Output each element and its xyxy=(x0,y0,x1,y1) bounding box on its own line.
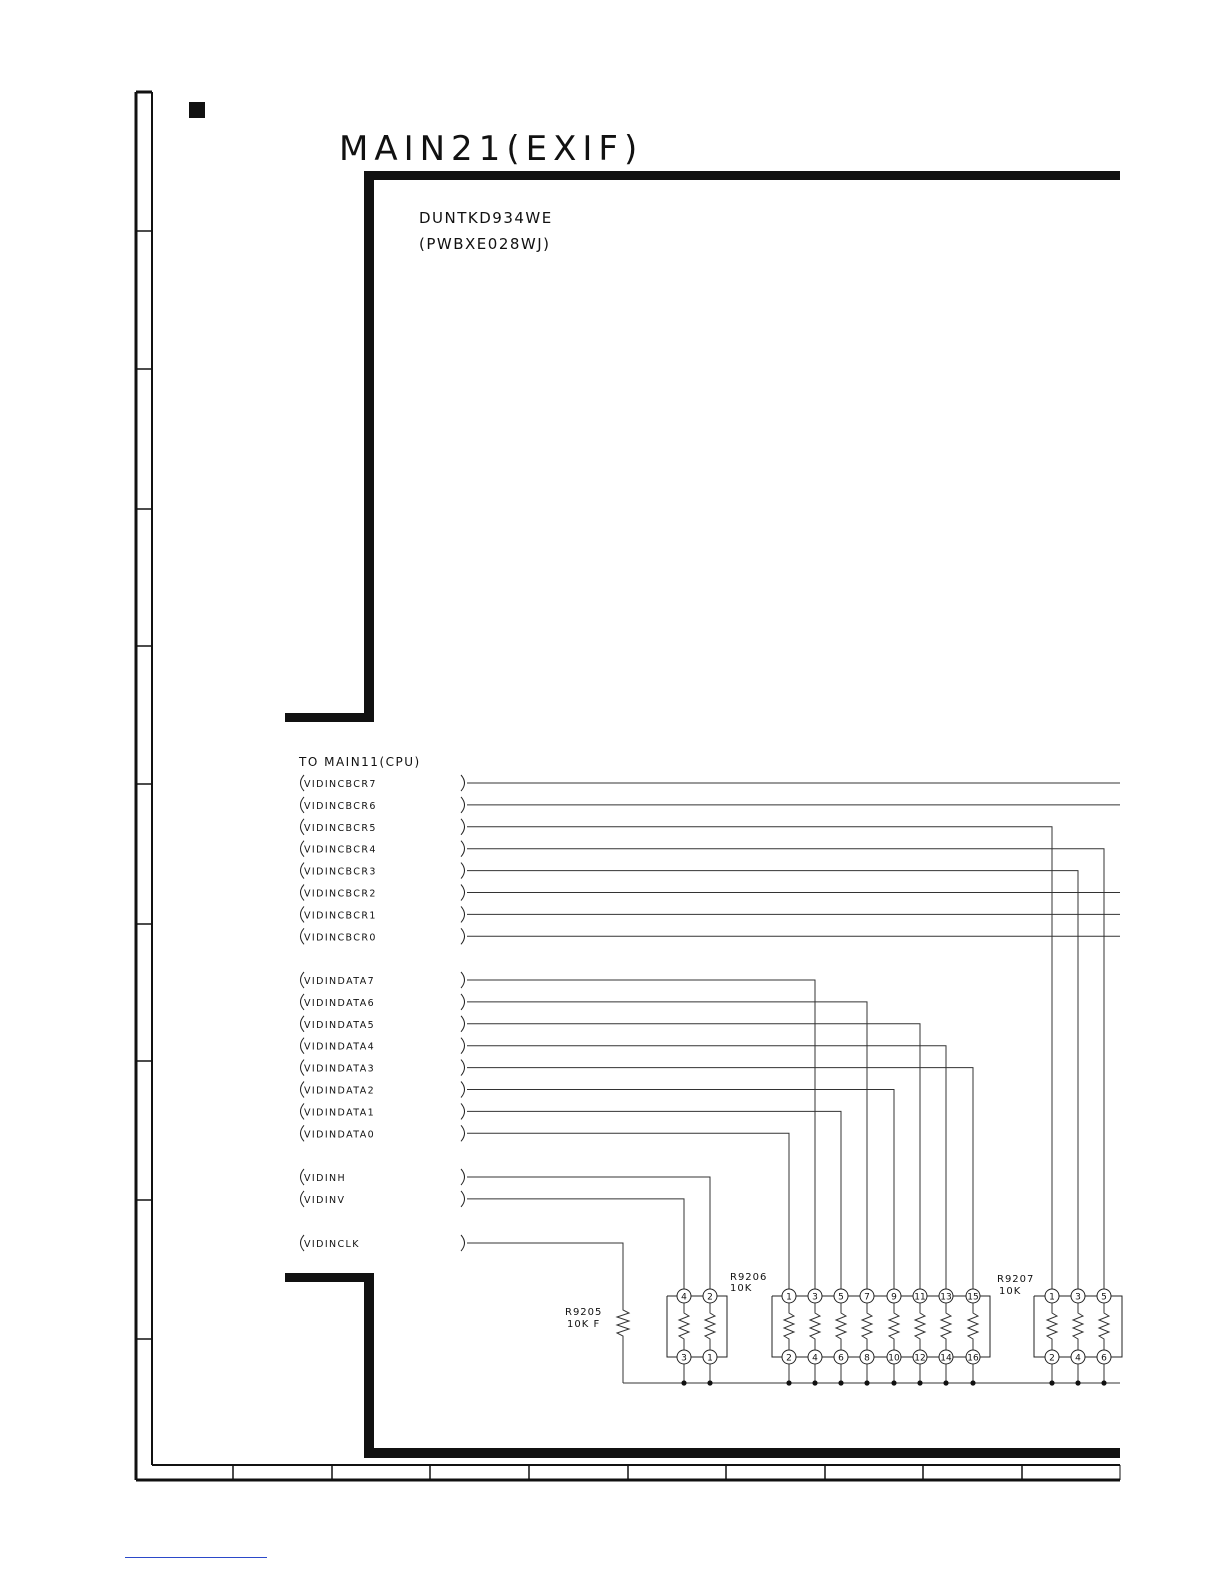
signal-label xyxy=(301,863,465,879)
label-close-bracket xyxy=(461,819,465,835)
label-close-bracket xyxy=(461,885,465,901)
pin-number: 3 xyxy=(1075,1292,1081,1303)
net-wire xyxy=(467,1046,946,1289)
resistor-zigzag xyxy=(968,1303,978,1350)
net-wire xyxy=(467,1024,920,1289)
junction-dot xyxy=(943,1380,948,1385)
signal-label xyxy=(301,775,465,791)
resistor-zigzag xyxy=(862,1303,872,1350)
pin-number: 2 xyxy=(1049,1353,1055,1364)
signal-label xyxy=(301,972,465,988)
pin-number: 8 xyxy=(864,1353,870,1364)
resistor-zigzag xyxy=(784,1303,794,1350)
signal-name: VIDINCBCR5 xyxy=(304,822,377,834)
array-frame xyxy=(796,1296,808,1357)
label-close-bracket xyxy=(461,928,465,944)
junction-dot xyxy=(970,1380,975,1385)
signal-name: VIDINH xyxy=(304,1173,347,1184)
footer-rule xyxy=(125,1557,267,1558)
connector-caption: TO MAIN11(CPU) xyxy=(299,755,421,769)
signal-name: VIDINDATA6 xyxy=(304,997,376,1009)
junction-dot xyxy=(1075,1380,1080,1385)
array-frame xyxy=(1085,1296,1097,1357)
array-frame xyxy=(980,1296,990,1357)
r9207-ref: R9207 xyxy=(997,1274,1035,1285)
pin-number: 1 xyxy=(707,1353,713,1364)
label-close-bracket xyxy=(461,906,465,922)
resistor-r9205 xyxy=(565,1303,629,1383)
pwb-code: (PWBXE028WJ) xyxy=(419,235,551,253)
resistor-zigzag xyxy=(915,1303,925,1350)
r9205-ref: R9205 xyxy=(565,1307,603,1318)
signal-label xyxy=(301,1060,465,1076)
resistor-array-r9206 xyxy=(667,1272,767,1383)
pin-number: 3 xyxy=(812,1292,818,1303)
signal-label xyxy=(301,1125,465,1141)
sheet-frame xyxy=(136,92,1120,1480)
pin-number: 5 xyxy=(1101,1292,1107,1303)
sheet-title: MAIN21(EXIF) xyxy=(339,129,644,169)
signal-name: VIDINCBCR6 xyxy=(304,800,377,812)
signal-label xyxy=(301,841,465,857)
signal-label xyxy=(301,1103,465,1119)
pin-number: 6 xyxy=(1101,1353,1107,1364)
pin-number: 4 xyxy=(812,1353,818,1364)
net-wire xyxy=(467,827,1052,1289)
label-close-bracket xyxy=(461,1191,465,1207)
pin-number: 14 xyxy=(940,1353,952,1364)
pin-number: 7 xyxy=(864,1292,870,1303)
array-frame xyxy=(691,1296,703,1357)
signal-name: VIDINCBCR3 xyxy=(304,866,377,878)
label-close-bracket xyxy=(461,841,465,857)
signal-label xyxy=(301,928,465,944)
array-frame xyxy=(1111,1296,1122,1357)
junction-dot xyxy=(891,1380,896,1385)
pin-number: 6 xyxy=(838,1353,844,1364)
signal-name: VIDINCBCR0 xyxy=(304,932,377,944)
pin-number: 4 xyxy=(1075,1353,1081,1364)
net-wire xyxy=(467,1243,623,1303)
junction-dot xyxy=(838,1380,843,1385)
pin-number: 10 xyxy=(888,1353,900,1364)
signal-label xyxy=(301,1169,465,1185)
resistor-zigzag xyxy=(617,1303,629,1383)
array-frame xyxy=(667,1296,677,1357)
signal-label xyxy=(301,1038,465,1054)
resistor-array-r9207 xyxy=(997,1274,1122,1383)
resistor-zigzag xyxy=(705,1303,715,1350)
signal-label xyxy=(301,1235,465,1251)
junction-dot xyxy=(1049,1380,1054,1385)
signal-name: VIDINDATA2 xyxy=(304,1085,376,1097)
pin-number: 2 xyxy=(786,1353,792,1364)
signal-name: VIDINCLK xyxy=(304,1239,360,1250)
label-close-bracket xyxy=(461,972,465,988)
label-close-bracket xyxy=(461,1169,465,1185)
array-frame xyxy=(717,1296,727,1357)
signal-name: VIDINCBCR1 xyxy=(304,910,377,922)
pin-number: 11 xyxy=(914,1292,926,1303)
pcb-outline xyxy=(285,171,1120,1458)
label-close-bracket xyxy=(461,1103,465,1119)
signal-label xyxy=(301,1016,465,1032)
resistor-zigzag xyxy=(1073,1303,1083,1350)
label-close-bracket xyxy=(461,1082,465,1098)
r9207-value: 10K xyxy=(999,1286,1022,1297)
pin-number: 3 xyxy=(681,1353,687,1364)
signal-name: VIDINDATA1 xyxy=(304,1107,376,1119)
signal-name: VIDINCBCR2 xyxy=(304,888,377,900)
pin-number: 15 xyxy=(967,1292,979,1303)
signal-label xyxy=(301,994,465,1010)
net-wire xyxy=(467,1133,789,1289)
signal-label xyxy=(301,1191,465,1207)
label-close-bracket xyxy=(461,994,465,1010)
array-frame xyxy=(1034,1296,1045,1357)
junction-dot xyxy=(1101,1380,1106,1385)
zone-ticks-bottom xyxy=(233,1465,1022,1480)
array-frame xyxy=(822,1296,834,1357)
signal-name: VIDINDATA5 xyxy=(304,1019,376,1031)
label-close-bracket xyxy=(461,775,465,791)
pin-number: 1 xyxy=(786,1292,792,1303)
section-bullet-icon xyxy=(189,102,205,118)
r9205-value: 10K F xyxy=(567,1319,601,1330)
signal-name: VIDINDATA4 xyxy=(304,1041,376,1053)
resistor-zigzag xyxy=(889,1303,899,1350)
resistor-zigzag xyxy=(836,1303,846,1350)
signal-name: VIDINCBCR7 xyxy=(304,779,377,790)
net-wire xyxy=(467,1111,841,1289)
label-close-bracket xyxy=(461,1016,465,1032)
resistor-zigzag xyxy=(679,1303,689,1350)
array-frame xyxy=(1059,1296,1071,1357)
label-close-bracket xyxy=(461,1060,465,1076)
net-wire xyxy=(467,1199,684,1289)
label-close-bracket xyxy=(461,863,465,879)
array-frame xyxy=(874,1296,887,1357)
pin-number: 13 xyxy=(940,1292,952,1303)
label-close-bracket xyxy=(461,1235,465,1251)
resistor-array-r9208 xyxy=(772,1289,990,1383)
label-close-bracket xyxy=(461,1125,465,1141)
junction-dot xyxy=(786,1380,791,1385)
pin-number: 4 xyxy=(681,1292,687,1303)
junction-dot xyxy=(681,1380,686,1385)
net-wire xyxy=(467,1068,973,1289)
label-close-bracket xyxy=(461,797,465,813)
signal-name: VIDINCBCR4 xyxy=(304,844,377,856)
junction-dot xyxy=(864,1380,869,1385)
resistor-zigzag xyxy=(810,1303,820,1350)
r9206-ref: R9206 xyxy=(730,1272,768,1283)
signal-name: VIDINDATA0 xyxy=(304,1129,376,1141)
signal-label xyxy=(301,885,465,901)
net-wire xyxy=(467,1090,894,1290)
pin-number: 9 xyxy=(891,1292,897,1303)
array-frame xyxy=(848,1296,860,1357)
array-frame xyxy=(901,1296,913,1357)
resistor-zigzag xyxy=(1047,1303,1057,1350)
net-wire xyxy=(467,871,1078,1289)
signal-name: VIDINDATA3 xyxy=(304,1063,376,1075)
array-frame xyxy=(927,1296,939,1357)
pin-number: 12 xyxy=(914,1353,926,1364)
signal-labels xyxy=(301,775,465,1251)
signal-label xyxy=(301,819,465,835)
junction-dot xyxy=(812,1380,817,1385)
signal-name: VIDINV xyxy=(304,1194,346,1206)
net-wire xyxy=(467,1177,710,1289)
resistor-zigzag xyxy=(941,1303,951,1350)
junction-dot xyxy=(917,1380,922,1385)
label-close-bracket xyxy=(461,1038,465,1054)
wires xyxy=(467,783,1120,1303)
zone-ticks-left xyxy=(136,231,152,1339)
signal-label xyxy=(301,797,465,813)
unit-code: DUNTKD934WE xyxy=(419,209,553,227)
signal-name: VIDINDATA7 xyxy=(304,976,376,987)
resistor-zigzag xyxy=(1099,1303,1109,1350)
pin-number: 1 xyxy=(1049,1292,1055,1303)
pin-number: 5 xyxy=(838,1292,844,1303)
ground-bus xyxy=(623,1380,1120,1385)
junction-dot xyxy=(707,1380,712,1385)
net-wire xyxy=(467,1002,867,1289)
r9206-value: 10K xyxy=(730,1283,753,1294)
array-frame xyxy=(953,1296,966,1357)
signal-label xyxy=(301,906,465,922)
signal-label xyxy=(301,1082,465,1098)
array-frame xyxy=(772,1296,782,1357)
pin-number: 16 xyxy=(967,1353,979,1364)
pin-number: 2 xyxy=(707,1292,713,1303)
